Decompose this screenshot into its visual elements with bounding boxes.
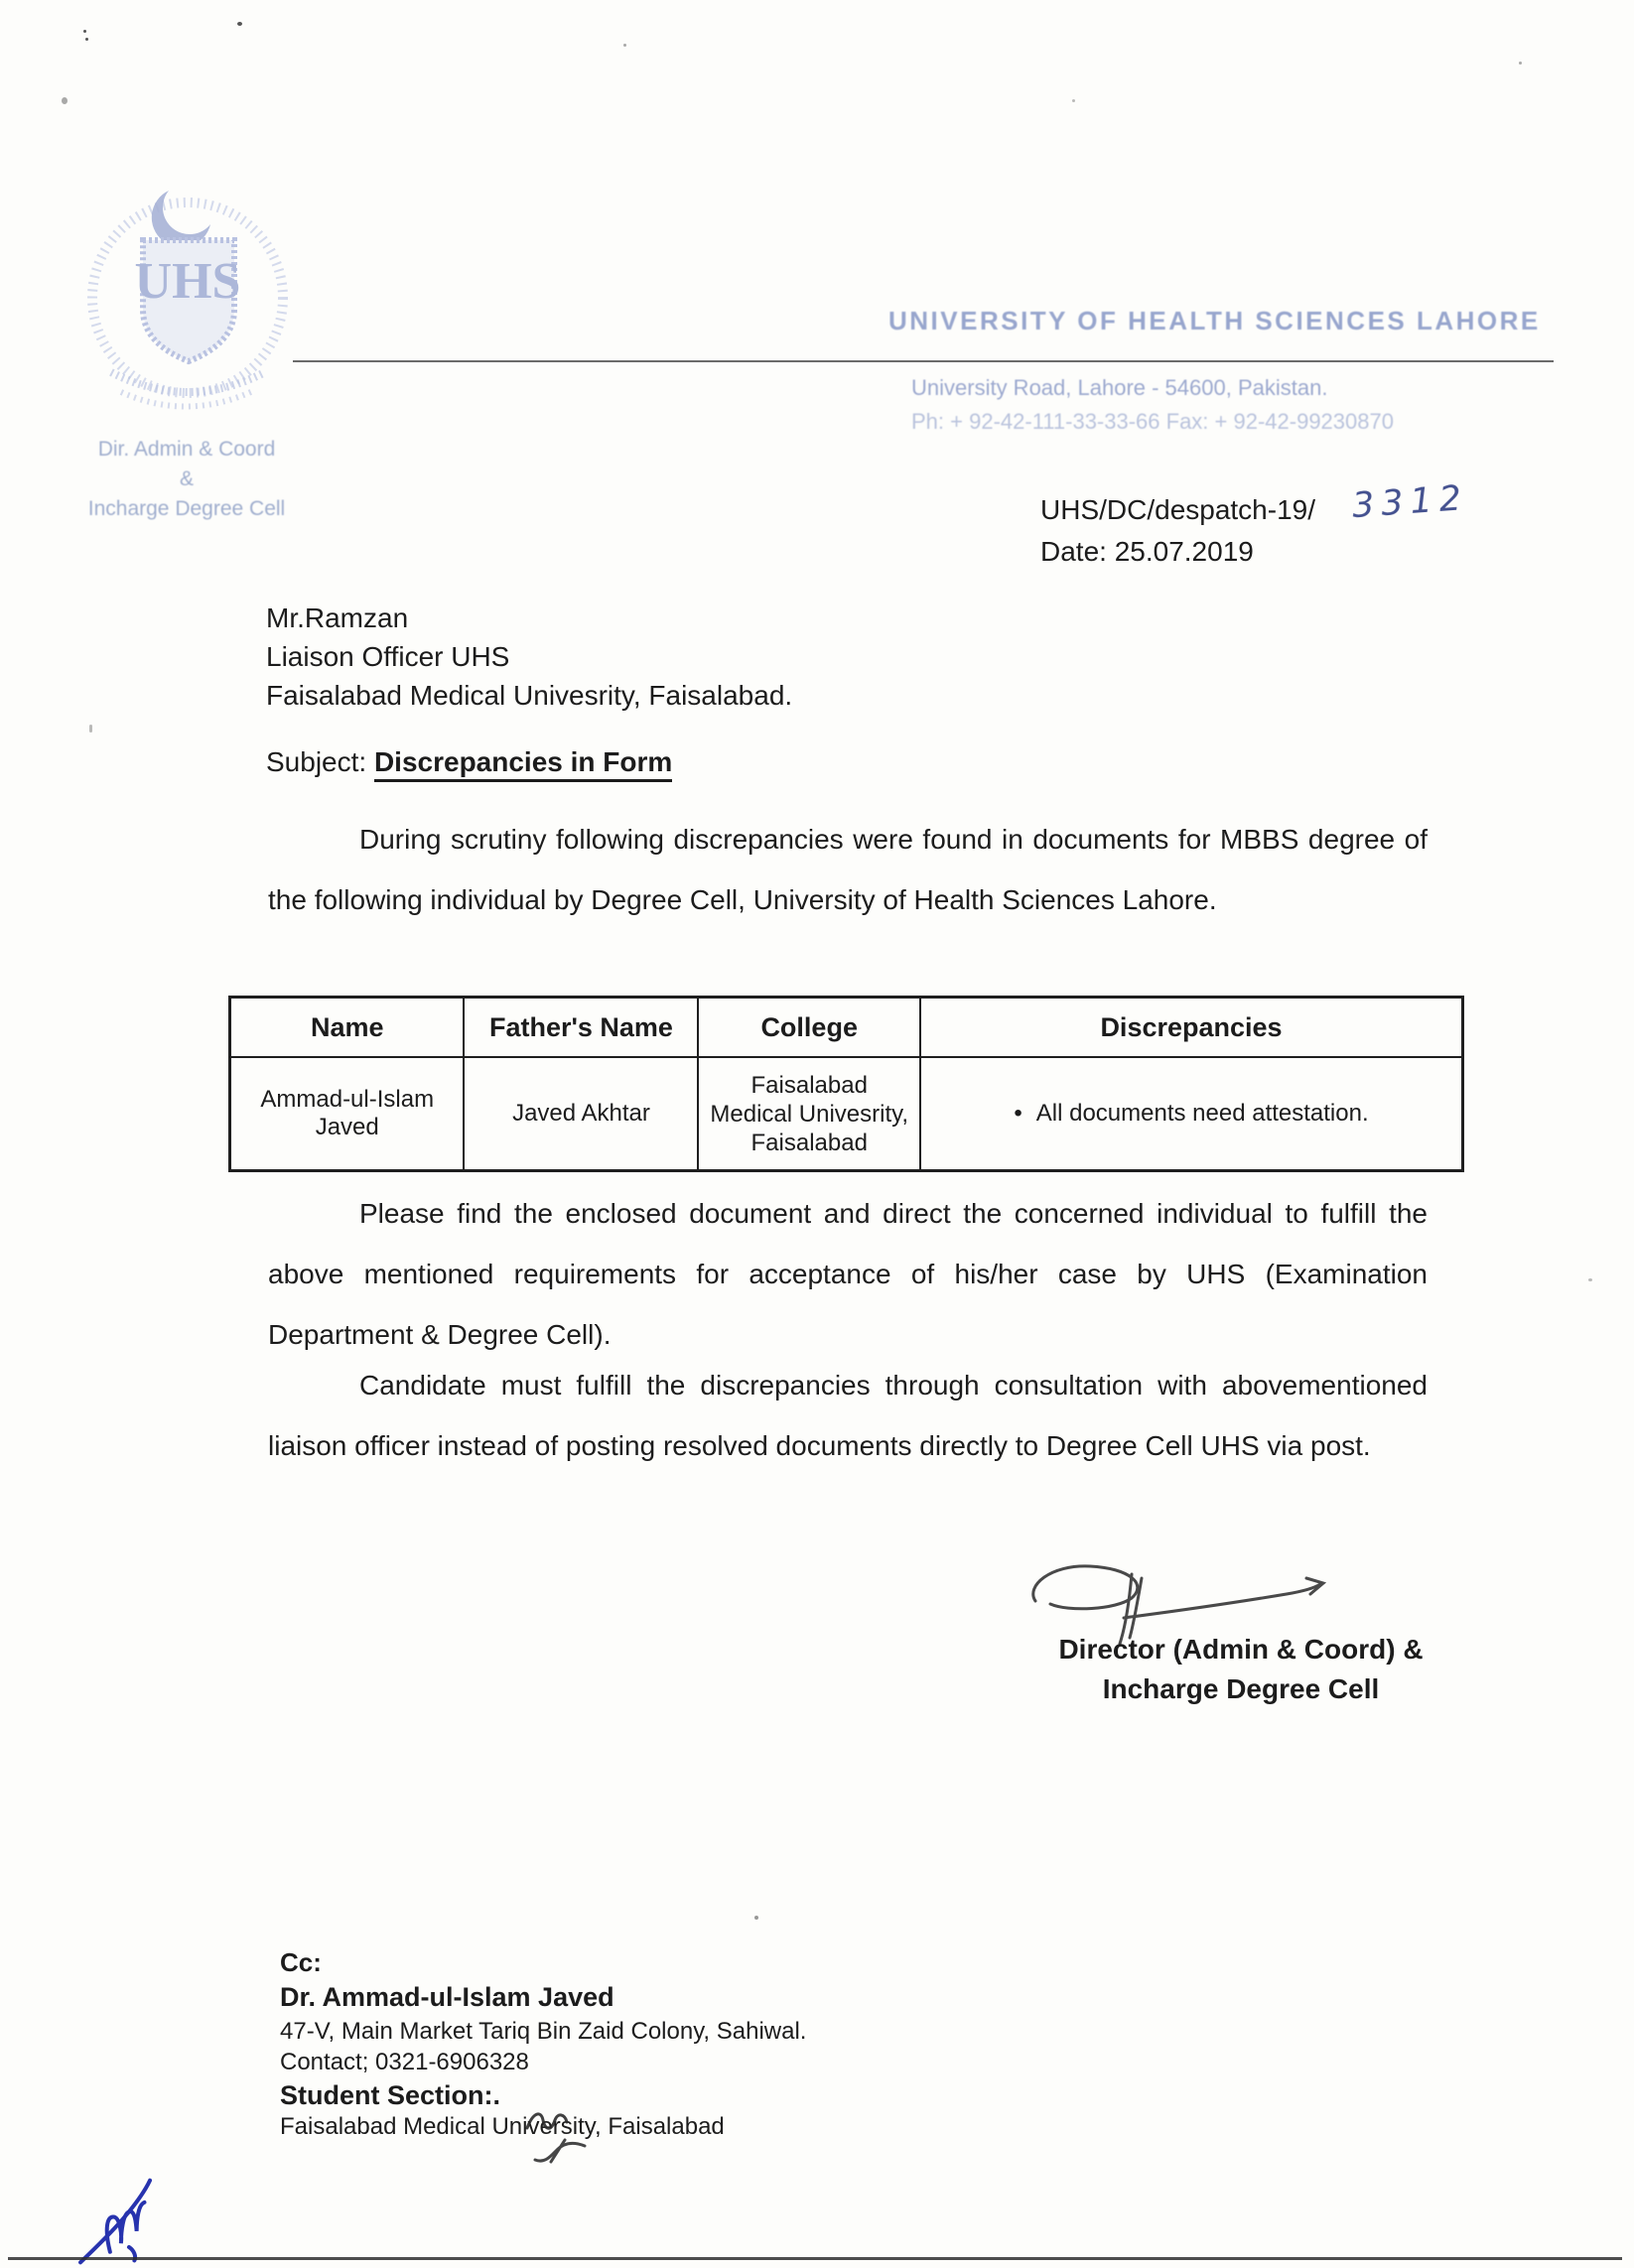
scan-speck [237,22,242,26]
addressee-name: Mr.Ramzan [266,602,409,633]
reference-number: UHS/DC/despatch-19/ [1040,494,1316,525]
scan-speck [623,44,626,47]
body-paragraph-3: Candidate must fulfill the discrepancies through consultation with abovementioned liaison officer instead of posting resolved documents directly to Degree Cell UHS via post. [268,1370,1428,1461]
signatory-title-1: Director (Admin & Coord) & [1058,1634,1424,1665]
addressee-block [266,599,792,715]
scan-speck [89,725,92,733]
scan-speck [62,97,68,104]
stamp-line: & [179,467,194,490]
table-header-row [230,998,1463,1058]
stamp-line: Incharge Degree Cell [87,497,286,520]
bullet-point: • [1014,1100,1022,1127]
subject-label: Subject: [266,746,374,777]
stamp-line: Dir. Admin & Coord [97,438,276,461]
cc-label: Cc: [280,1947,322,1977]
letterhead-divider [293,360,1554,362]
letter-date: Date: 25.07.2019 [1040,536,1254,567]
cell-discrepancy [920,1057,1463,1171]
cell-college: Faisalabad Medical Univesrity, Faisalabad [698,1057,920,1171]
pen-scribble [521,2106,573,2136]
university-address: University Road, Lahore - 54600, Pakistan. [911,375,1328,400]
university-name: UNIVERSITY OF HEALTH SCIENCES LAHORE [888,306,1541,335]
subject-title: Discrepancies in Form [374,746,672,782]
discrepancy-text: All documents need attestation. [1035,1100,1369,1127]
cell-father-name: Javed Akhtar [464,1057,698,1171]
subject-line [266,746,672,778]
col-header-name: Name [230,998,465,1058]
col-header-college: College [698,998,920,1058]
cc-recipient-contact: Contact; 0321-6906328 [280,2049,529,2075]
scan-speck [754,1916,758,1920]
cc-recipient-address: 47-V, Main Market Tariq Bin Zaid Colony, Sahiwal. [280,2018,807,2045]
scan-edge-line [8,2257,1622,2260]
scan-speck [85,38,88,41]
body-paragraph-2: Please find the enclosed document and direct the concerned individual to fulfill the above mentioned requirements for acceptance of his/her case by UHS (Examination Department & Degree Cell). [268,1198,1428,1350]
university-phone-fax: Ph: + 92-42-111-33-33-66 Fax: + 92-42-99230870 [911,409,1394,434]
uhs-logo-text: UHS [134,253,241,310]
scan-speck [1519,62,1522,65]
addressee-title: Liaison Officer UHS [266,641,510,672]
cc-section-value: Faisalabad Medical University, Faisalabad [280,2113,725,2140]
cc-section-label: Student Section:. [280,2080,500,2110]
handwritten-despatch-number: 3312 [1350,477,1470,527]
scan-speck [83,30,86,33]
col-header-father-name: Father's Name [464,998,698,1058]
scan-speck [1588,1278,1592,1281]
pen-check-mark [531,2136,591,2170]
faded-stamp [38,435,336,524]
col-header-discrepancies: Discrepancies [920,998,1463,1058]
uhs-logo [81,149,295,437]
addressee-organization: Faisalabad Medical Univesrity, Faisalabad. [266,680,793,711]
body-paragraph-1: During scrutiny following discrepancies were found in documents for MBBS degree of the following individual by Degree Cell, University of Health Sciences Lahore. [268,824,1428,915]
cc-recipient-name: Dr. Ammad-ul-Islam Javed [280,1982,614,2012]
cell-name: Ammad-ul-Islam Javed [230,1057,465,1171]
table-row [230,1057,1463,1171]
signatory-title-2: Incharge Degree Cell [1102,1673,1380,1704]
signatory-block [998,1630,1484,1709]
scan-speck [1072,99,1075,102]
corner-signature [52,2172,181,2266]
discrepancies-table [228,996,1464,1172]
